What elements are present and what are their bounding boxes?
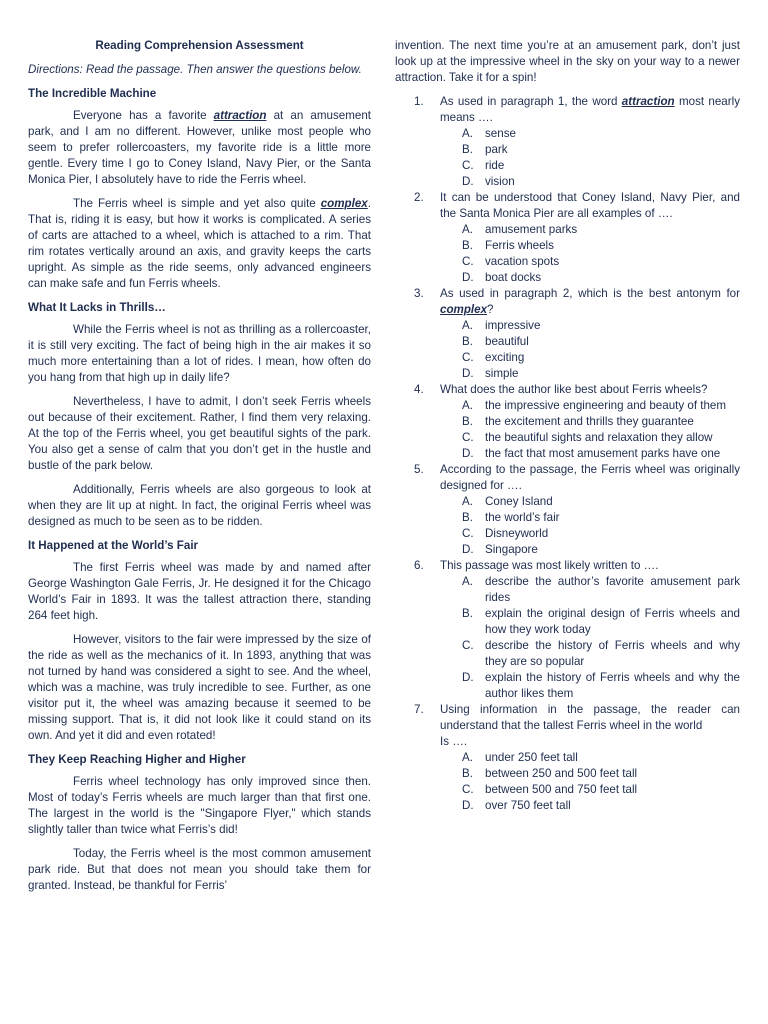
answer-choice[interactable] — [440, 158, 740, 174]
paragraph-5: Additionally, Ferris wheels are also gorgeous to look at when they are lit up at night. In fact, the original Ferris wheel was designed as much to be seen as to be ridden. — [28, 483, 371, 528]
paragraph-9: Today, the Ferris wheel is the most common amusement park ride. But that does not mean you should take them for granted. Instead, be thankful for Ferris’ — [28, 847, 371, 892]
choice-letter: A. — [462, 319, 473, 332]
question-3 — [395, 286, 740, 382]
choice-text: sense — [485, 127, 516, 140]
question-text-continued: Is …. — [440, 735, 468, 748]
section-heading: What It Lacks in Thrills… — [28, 301, 166, 314]
choice-letter: D. — [462, 543, 474, 556]
answer-choice[interactable] — [440, 174, 740, 190]
passage-title: The Incredible Machine — [28, 87, 157, 100]
paragraph-1 — [28, 108, 371, 188]
section-heading: It Happened at the World’s Fair — [28, 539, 199, 552]
question-number: 7. — [414, 703, 424, 716]
answer-choice[interactable] — [440, 494, 740, 510]
answer-choice[interactable] — [440, 542, 740, 558]
question-2 — [395, 190, 740, 286]
right-column — [395, 38, 740, 814]
answer-choice[interactable] — [440, 430, 740, 446]
section-heading: They Keep Reaching Higher and Higher — [28, 753, 246, 766]
choice-letter: B. — [462, 767, 473, 780]
choice-letter: A. — [462, 575, 473, 588]
vocabulary-word: complex — [320, 197, 368, 210]
choice-text: beautiful — [485, 335, 529, 348]
answer-choice[interactable] — [440, 574, 740, 606]
paragraph-3: While the Ferris wheel is not as thrilling as a rollercoaster, it is still very exciting. The fact of being high in the air makes it so much more entertaining than a lot of rides. I mean, how often do you hang from that high up in daily life? — [28, 323, 371, 384]
choice-text: impressive — [485, 319, 541, 332]
question-number: 2. — [414, 191, 424, 204]
document-title: Reading Comprehension Assessment — [95, 39, 304, 52]
question-list — [395, 94, 740, 814]
paragraph-7: However, visitors to the fair were impressed by the size of the ride as well as the mechanics of it. In 1893, anything that was not turned by hand was considered a sight to see. And the wheel, which was a machine, was truly incredible to see. Further, as one visitor put it, the wheel was amazing because it seemed to be missing support. That is, it did not look like it could stand on its own. And yet it did and even rotated! — [28, 633, 371, 742]
choice-text: vacation spots — [485, 255, 560, 268]
question-number: 6. — [414, 559, 424, 572]
question-text: This passage was most likely written to …. — [440, 559, 659, 572]
answer-choices — [440, 126, 740, 190]
choice-text: ride — [485, 159, 505, 172]
answer-choice[interactable] — [440, 238, 740, 254]
choice-letter: A. — [462, 399, 473, 412]
choice-text: Ferris wheels — [485, 239, 554, 252]
question-text: It can be understood that Coney Island, Navy Pier, and the Santa Monica Pier are all examples of …. — [440, 191, 740, 220]
choice-text: the impressive engineering and beauty of them — [485, 399, 727, 412]
answer-choice[interactable] — [440, 638, 740, 670]
question-text: What does the author like best about Ferris wheels? — [440, 383, 708, 396]
choice-text: between 250 and 500 feet tall — [485, 767, 638, 780]
answer-choice[interactable] — [440, 318, 740, 334]
answer-choice[interactable] — [440, 350, 740, 366]
answer-choice[interactable] — [440, 670, 740, 702]
choice-letter: D. — [462, 671, 474, 684]
vocabulary-word: complex — [440, 303, 488, 316]
choice-text: the world’s fair — [485, 511, 560, 524]
question-number: 3. — [414, 287, 424, 300]
choice-letter: B. — [462, 607, 473, 620]
answer-choice[interactable] — [440, 254, 740, 270]
answer-choices — [440, 398, 740, 462]
answer-choice[interactable] — [440, 414, 740, 430]
paragraph-text: The Ferris wheel is simple and yet also quite — [73, 197, 321, 210]
choice-text: describe the history of Ferris wheels and why they are so popular — [485, 639, 740, 668]
choice-letter: C. — [462, 351, 474, 364]
question-number: 1. — [414, 95, 424, 108]
question-text — [440, 94, 740, 126]
answer-choice[interactable] — [440, 750, 740, 766]
choice-letter: A. — [462, 751, 473, 764]
paragraph-2 — [28, 196, 371, 292]
choice-letter: B. — [462, 239, 473, 252]
question-7 — [395, 702, 740, 814]
choice-text: the beautiful sights and relaxation they allow — [485, 431, 713, 444]
choice-text: exciting — [485, 351, 525, 364]
choice-text: describe the author’s favorite amusement park rides — [485, 575, 740, 604]
choice-text: boat docks — [485, 271, 542, 284]
answer-choice[interactable] — [440, 126, 740, 142]
choice-text: simple — [485, 367, 519, 380]
question-stem: ? — [487, 303, 494, 316]
choice-text: the fact that most amusement parks have one — [485, 447, 721, 460]
question-text: According to the passage, the Ferris wheel was originally designed for …. — [440, 463, 740, 492]
answer-choice[interactable] — [440, 526, 740, 542]
paragraph-8: Ferris wheel technology has only improved since then. Most of today’s Ferris wheels are much larger than that first one. The largest in the world is the "Singapore Flyer," which stands slightly taller than twice what Ferris’s did! — [28, 775, 371, 836]
answer-choice[interactable] — [440, 270, 740, 286]
choice-text: explain the history of Ferris wheels and why the author likes them — [485, 671, 740, 700]
answer-choice[interactable] — [440, 766, 740, 782]
paragraph-text: Everyone has a favorite — [73, 109, 214, 122]
paragraph-6: The first Ferris wheel was made by and named after George Washington Gale Ferris, Jr. He designed it for the Chicago World’s Fair in 1893. It was the tallest attraction there, standing 264 feet high. — [28, 561, 371, 622]
choice-letter: B. — [462, 415, 473, 428]
answer-choice[interactable] — [440, 446, 740, 462]
vocabulary-word: attraction — [621, 95, 675, 108]
choice-text: vision — [485, 175, 515, 188]
question-stem: As used in paragraph 1, the word — [440, 95, 622, 108]
choice-text: amusement parks — [485, 223, 578, 236]
question-stem: most nearly means …. — [440, 95, 740, 124]
choice-letter: D. — [462, 175, 474, 188]
paragraph-text: . That is, riding it is easy, but how it works is complicated. A series of carts are attached to a wheel, which is attached to a rim. That rim rotates vertically around an axis, and gravity keeps the carts upright. As simple as the ride seems, only advanced engineers can make safe and fun Ferris wheels. — [28, 197, 371, 290]
choice-letter: C. — [462, 783, 474, 796]
question-number: 4. — [414, 383, 424, 396]
left-column — [28, 38, 371, 902]
answer-choices — [440, 574, 740, 702]
choice-text: Coney Island — [485, 495, 553, 508]
question-text — [440, 286, 740, 318]
choice-letter: C. — [462, 431, 474, 444]
answer-choices — [440, 222, 740, 286]
answer-choice[interactable] — [440, 798, 740, 814]
question-number: 5. — [414, 463, 424, 476]
paragraph-text: at an amusement park, and I am no different. However, unlike most people who seem to prefer rollercoasters, my favorite ride is a little more gentle. Every time I go to Coney Island, Navy Pier, or the Santa Monica Pier, I absolutely have to ride the Ferris wheel. — [28, 109, 371, 186]
choice-letter: D. — [462, 271, 474, 284]
choice-letter: B. — [462, 511, 473, 524]
answer-choices — [440, 318, 740, 382]
choice-text: park — [485, 143, 508, 156]
choice-text: Disneyworld — [485, 527, 549, 540]
choice-text: Singapore — [485, 543, 538, 556]
choice-letter: D. — [462, 447, 474, 460]
answer-choices — [440, 494, 740, 558]
answer-choices — [440, 750, 740, 814]
choice-letter: A. — [462, 127, 473, 140]
choice-letter: D. — [462, 367, 474, 380]
choice-text: between 500 and 750 feet tall — [485, 783, 638, 796]
choice-text: under 250 feet tall — [485, 751, 578, 764]
choice-letter: D. — [462, 799, 474, 812]
question-1 — [395, 94, 740, 190]
choice-letter: C. — [462, 639, 474, 652]
directions: Directions: Read the passage. Then answer the questions below. — [28, 63, 362, 76]
choice-letter: A. — [462, 495, 473, 508]
answer-choice[interactable] — [440, 222, 740, 238]
choice-text: explain the original design of Ferris wheels and how they work today — [485, 607, 740, 636]
question-5 — [395, 462, 740, 558]
paragraph-4: Nevertheless, I have to admit, I don’t seek Ferris wheels out because of their excitement. Rather, I find them very relaxing. At the top of the Ferris wheel, you get beautiful sights of the park. You also get a sense of calm that you don’t get in the hustle and bustle of the park below. — [28, 395, 371, 472]
vocabulary-word: attraction — [213, 109, 267, 122]
answer-choice[interactable] — [440, 366, 740, 382]
choice-text: over 750 feet tall — [485, 799, 571, 812]
choice-text: the excitement and thrills they guarantee — [485, 415, 694, 428]
answer-choice[interactable] — [440, 606, 740, 638]
answer-choice[interactable] — [440, 398, 740, 414]
choice-letter: B. — [462, 335, 473, 348]
answer-choice[interactable] — [440, 510, 740, 526]
choice-letter: C. — [462, 527, 474, 540]
choice-letter: C. — [462, 255, 474, 268]
paragraph-9-continued: invention. The next time you’re at an amusement park, don’t just look up at the impressive wheel in the sky on your way to a newer attraction. Take it for a spin! — [395, 39, 740, 84]
answer-choice[interactable] — [440, 334, 740, 350]
question-stem: As used in paragraph 2, which is the best antonym for — [440, 287, 740, 300]
question-6 — [395, 558, 740, 702]
question-text: Using information in the passage, the reader can understand that the tallest Ferris wheel in the world — [440, 703, 740, 732]
answer-choice[interactable] — [440, 142, 740, 158]
choice-letter: A. — [462, 223, 473, 236]
choice-letter: B. — [462, 143, 473, 156]
choice-letter: C. — [462, 159, 474, 172]
answer-choice[interactable] — [440, 782, 740, 798]
question-4 — [395, 382, 740, 462]
